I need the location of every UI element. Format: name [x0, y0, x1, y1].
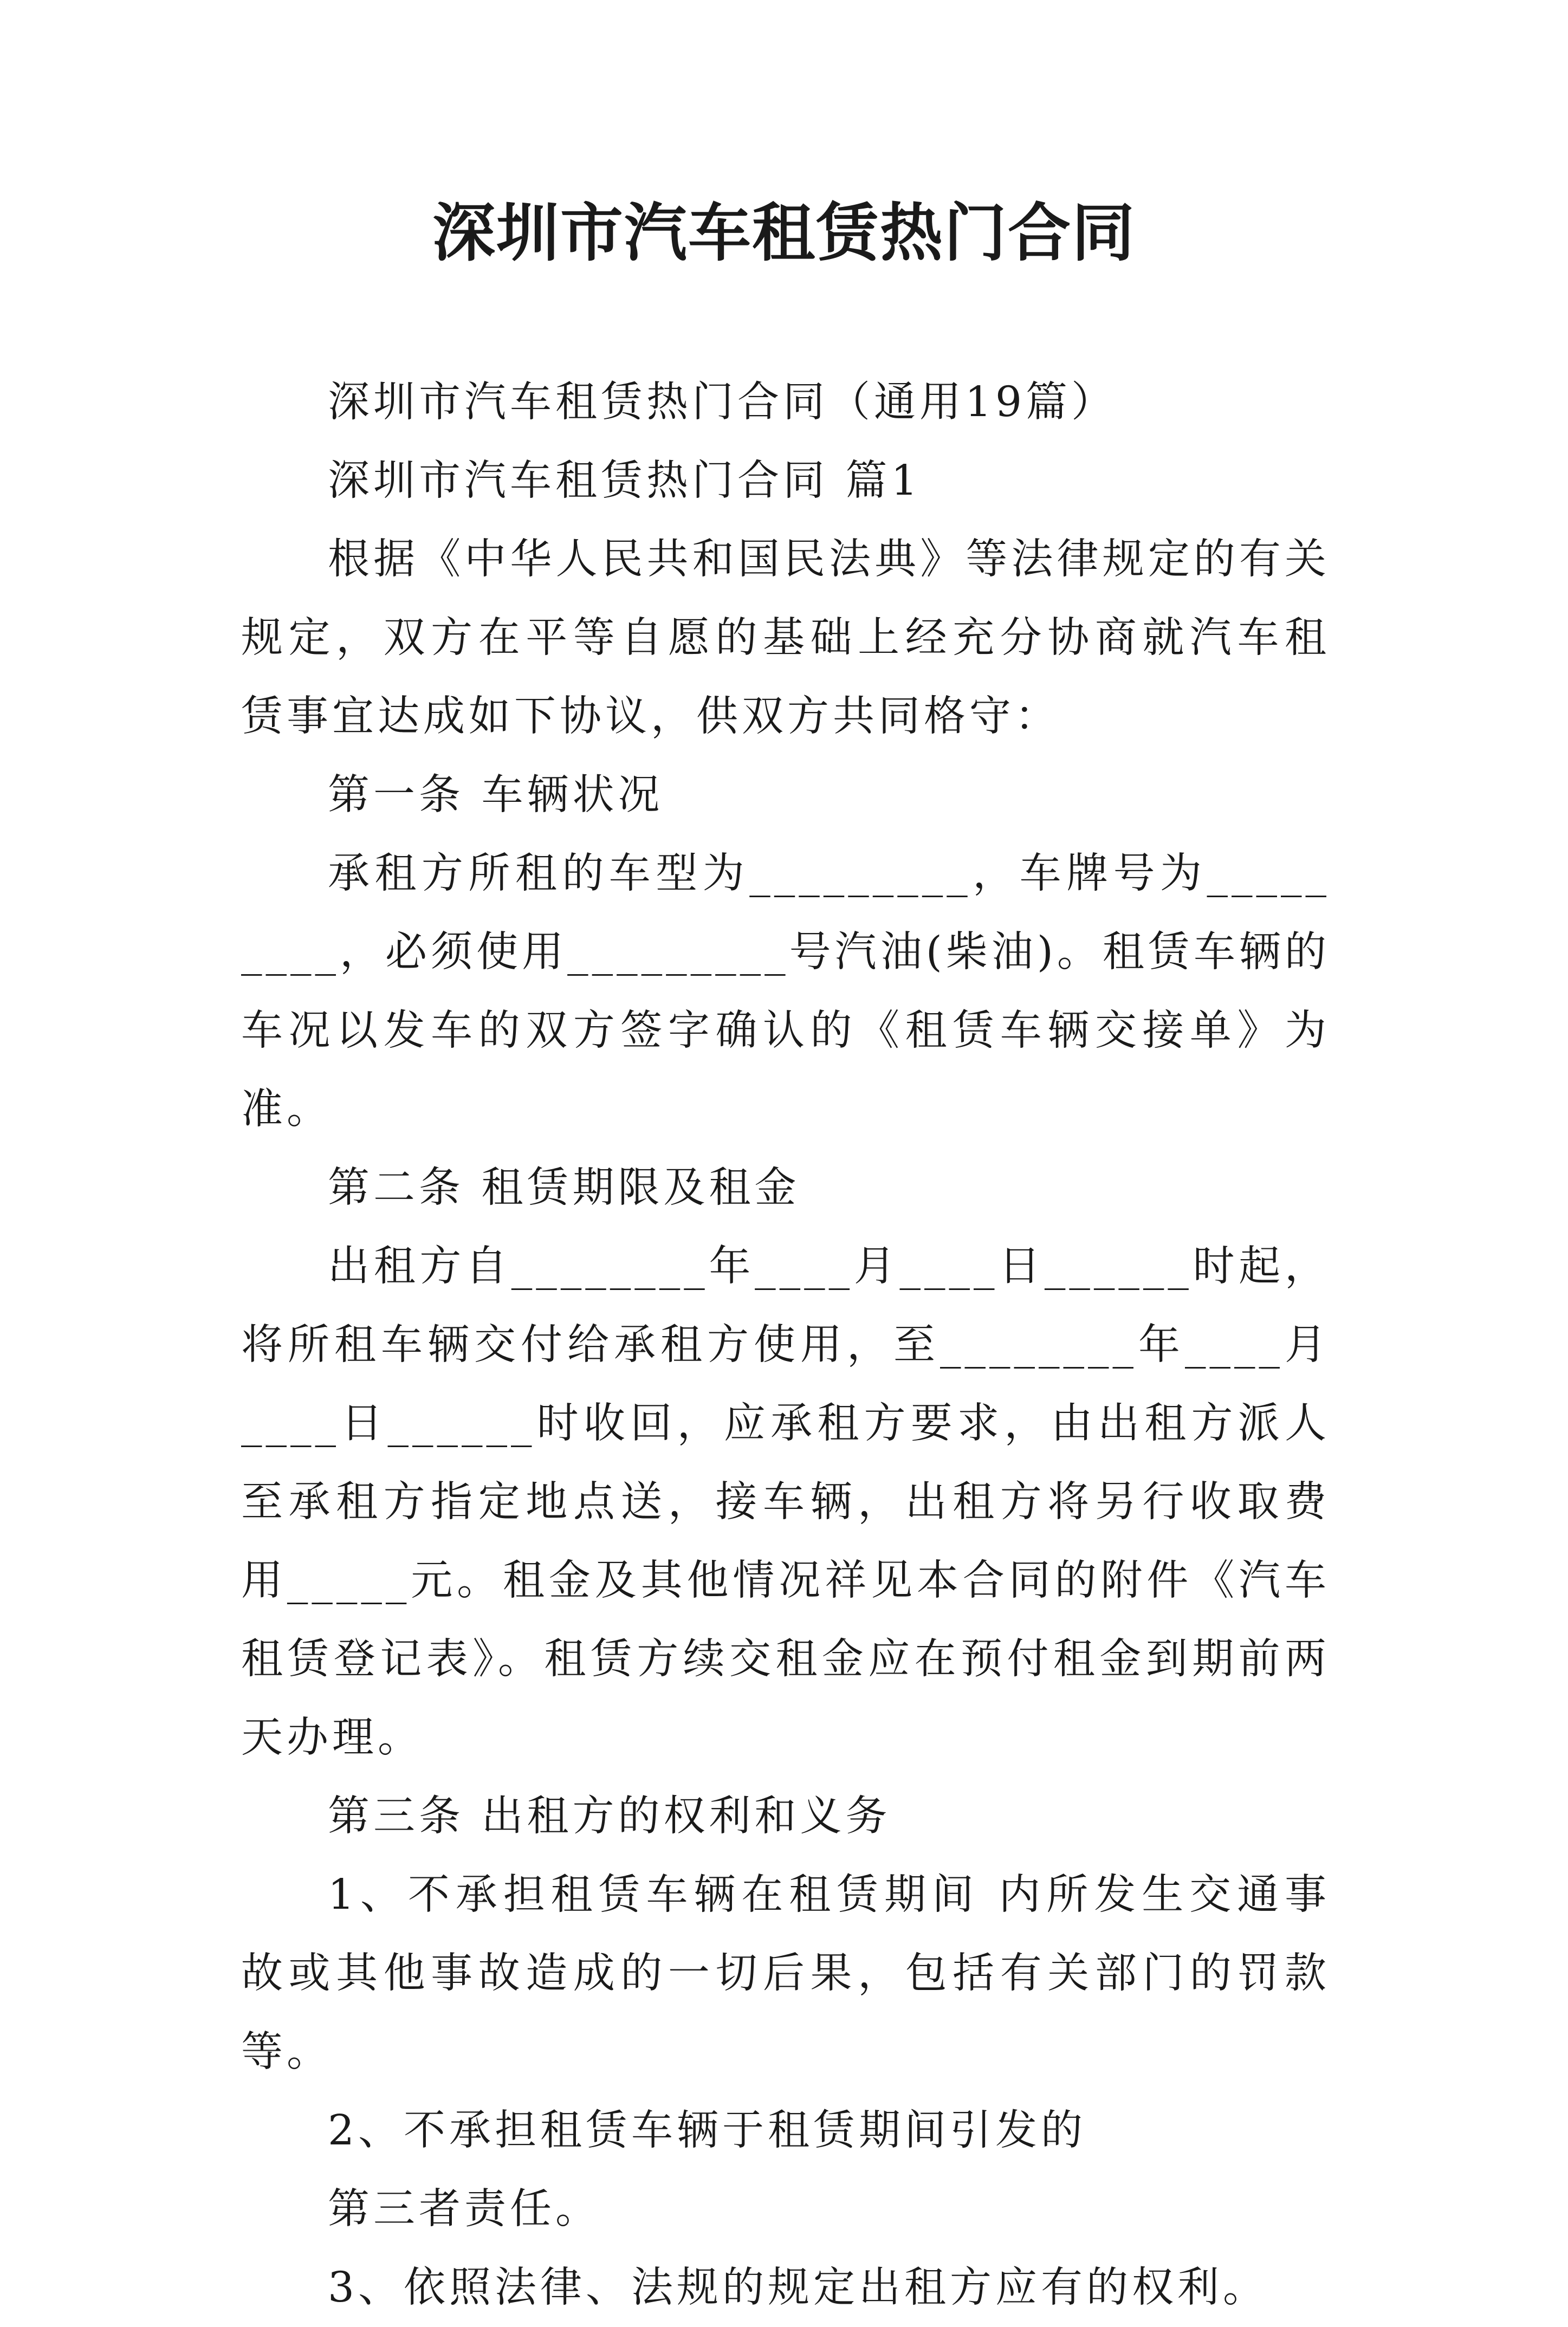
- subtitle-paragraph: 深圳市汽车租赁热门合同（通用19篇）: [328, 378, 1117, 426]
- body-paragraph: 承租方所租的车型为_________，车牌号为_________，必须使用_________号汽油(柴油)。租赁车辆的车况以发车的双方签字确认的《租赁车辆交接单》为准。: [241, 850, 1330, 1133]
- list-item: 2、不承担租赁车辆于租赁期间引发的: [328, 2106, 1086, 2155]
- list-item: 1、不承担租赁车辆在租赁期间 内所发生交通事故或其他事故造成的一切后果，包括有关部门的罚款等。: [241, 1871, 1330, 2076]
- body-paragraph: 第三者责任。: [328, 2185, 601, 2233]
- article-heading: 第二条 租赁期限及租金: [328, 1164, 800, 1212]
- article-heading: 第三条 出租方的权利和义务: [328, 1792, 891, 1840]
- body-paragraph: 出租方自________年____月____日______时起，将所租车辆交付给承租方使用，至________年____月____日______时收回，应承租方要求，由出租方派人至承租方指定地点送，接车辆，出租方将另行收取费用_____元。租金及其他情况祥见本合同的附件《汽车租赁登记表》。租赁方续交租金应在预付租金到期前两天办理。: [241, 1242, 1330, 1762]
- article-heading: 第一条 车辆状况: [328, 771, 664, 819]
- section-heading: 深圳市汽车租赁热门合同 篇1: [328, 457, 922, 505]
- body-paragraph: 根据《中华人民共和国民法典》等法律规定的有关规定，双方在平等自愿的基础上经充分协商就汽车租赁事宜达成如下协议，供双方共同格守：: [241, 535, 1330, 741]
- document-title: 深圳市汽车租赁热门合同: [432, 196, 1136, 270]
- list-item: 3、依照法律、法规的规定出租方应有的权利。: [328, 2264, 1268, 2312]
- document-body: [241, 363, 1330, 2327]
